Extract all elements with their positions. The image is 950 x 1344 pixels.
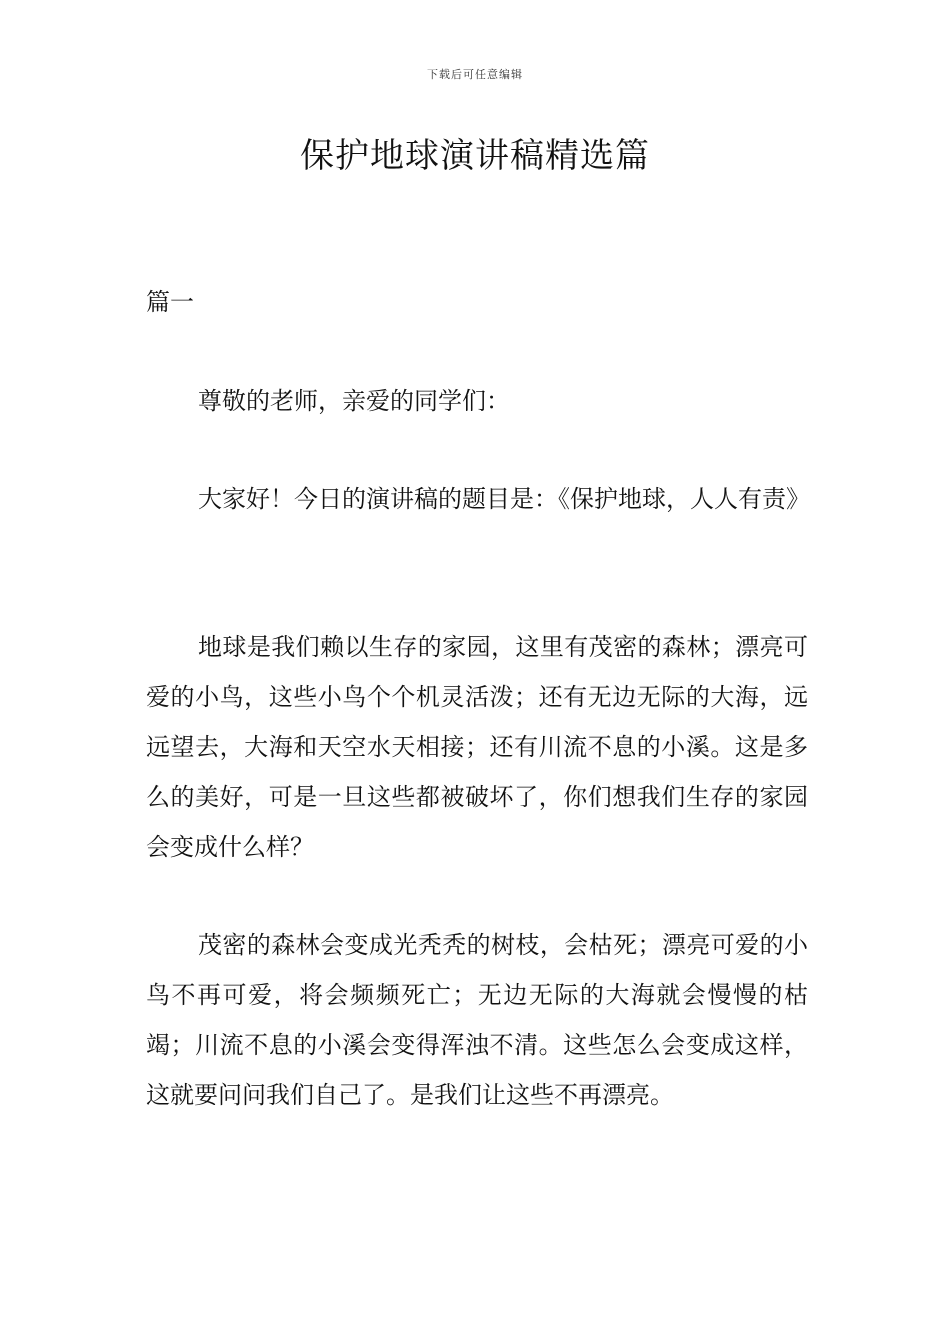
section-label: 篇一 (146, 288, 194, 316)
page-title: 保护地球演讲稿精选篇 (300, 136, 650, 176)
paragraph-greeting: 尊敬的老师，亲爱的同学们： (198, 387, 510, 415)
paragraph-intro: 大家好！今日的演讲稿的题目是：《保护地球，人人有责》 (198, 485, 810, 513)
paragraph-destruction: 茂密的森林会变成光秃秃的树枝，会枯死；漂亮可爱的小鸟不再可爱，将会频频死亡；无边无际的大海就会慢慢的枯竭；川流不息的小溪会变得浑浊不清。这些怎么会变成这样，这就要问问我们自己了。是我们让这些不再漂亮。 (146, 931, 808, 1109)
header-note: 下载后可任意编辑 (427, 68, 523, 81)
paragraph-earth-home: 地球是我们赖以生存的家园，这里有茂密的森林；漂亮可爱的小鸟，这些小鸟个个机灵活泼；还有无边无际的大海，远远望去，大海和天空水天相接；还有川流不息的小溪。这是多么的美好，可是一旦这些都被破坏了，你们想我们生存的家园会变成什么样？ (146, 633, 808, 861)
